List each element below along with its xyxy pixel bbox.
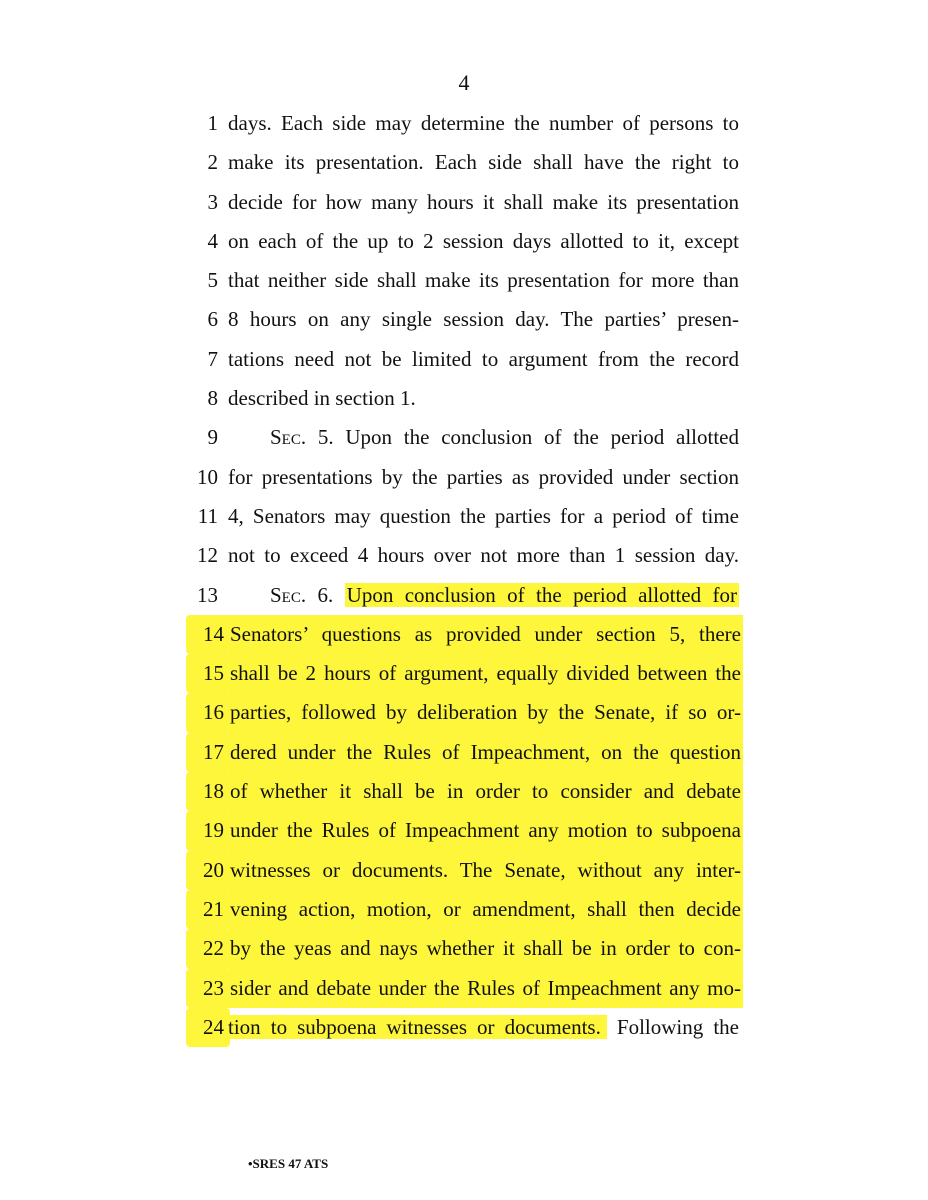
line-number: 22 [186,929,230,968]
line-number: 8 [207,386,218,411]
line-3 [0,183,928,222]
highlighted-text: parties, followed by deliberation by the Senate, if so or- [228,693,743,732]
highlighted-text: dered under the Rules of Impeachment, on the question [228,733,743,772]
line-number: 21 [186,890,230,929]
line-14 [0,615,928,654]
line-number: 24 [186,1008,230,1047]
line-number: 23 [186,969,230,1008]
line-text: make its presentation. Each side shall have the right to [228,150,739,175]
line-number: 11 [197,503,218,528]
section-label: Sec. 5. [270,425,334,450]
highlighted-text: Upon conclusion of the period allotted for [346,582,737,607]
highlighted-text: witnesses or documents. The Senate, without any inter- [228,851,743,890]
section-text: Upon the conclusion of the period allotted [345,425,739,450]
line-23 [0,969,928,1008]
line-18 [0,772,928,811]
line-2 [0,143,928,182]
line-13 [0,576,928,615]
line-19 [0,811,928,850]
line-4 [0,222,928,261]
line-10 [0,458,928,497]
highlighted-text: shall be 2 hours of argument, equally divided between the [228,654,743,693]
line-21 [0,890,928,929]
highlighted-text: vening action, motion, or amendment, shall then decide [228,890,743,929]
line-text [228,1008,739,1047]
section-label: Sec. 6. [270,582,334,607]
document-footer: •SRES 47 ATS [248,1156,329,1171]
line-text: on each of the up to 2 session days allotted to it, except [228,228,739,253]
line-8 [0,379,928,418]
line-text: days. Each side may determine the number of persons to [228,111,739,135]
line-text: described in section 1. [228,386,416,411]
line-number: 20 [186,851,230,890]
unhighlighted-text: Following the [616,1014,739,1039]
highlighted-text: tion to subpoena witnesses or documents. [228,1015,607,1039]
line-24 [0,1008,928,1047]
line-16 [0,693,928,732]
line-number: 2 [207,150,218,175]
line-6 [0,300,928,339]
line-number: 13 [197,582,218,607]
line-number: 1 [207,111,218,135]
line-text: 4, Senators may question the parties for a period of time [228,503,739,528]
line-5 [0,261,928,300]
line-number: 15 [186,654,230,693]
line-text: tations need not be limited to argument from the record [228,346,739,371]
highlighted-text: under the Rules of Impeachment any motion to subpoena [228,811,743,850]
line-number: 10 [197,464,218,489]
line-text [270,576,739,615]
line-number: 9 [207,425,218,450]
highlighted-text: of whether it shall be in order to consider and debate [228,772,743,811]
line-number: 6 [207,307,218,332]
line-7 [0,340,928,379]
highlighted-text: Senators’ questions as provided under section 5, there [228,615,743,654]
line-number: 7 [207,346,218,371]
highlighted-text: by the yeas and nays whether it shall be in order to con- [228,929,743,968]
line-number: 4 [207,228,218,253]
line-number: 14 [186,615,230,654]
line-1 [0,104,928,143]
line-number: 3 [207,189,218,214]
line-number: 5 [207,268,218,293]
line-number: 18 [186,772,230,811]
page-number: 4 [458,70,470,95]
document-body [0,104,928,1047]
line-text: that neither side shall make its presentation for more than [228,268,739,293]
line-11 [0,497,928,536]
line-text: for presentations by the parties as provided under section [228,464,739,489]
line-9 [0,418,928,457]
line-12 [0,536,928,575]
line-number: 16 [186,693,230,732]
line-22 [0,929,928,968]
line-text: not to exceed 4 hours over not more than 1 session day. [228,543,739,568]
line-number: 12 [197,543,218,568]
line-20 [0,851,928,890]
line-number: 17 [186,733,230,772]
highlighted-text: sider and debate under the Rules of Impeachment any mo- [228,969,743,1008]
line-text [270,418,739,457]
line-17 [0,733,928,772]
line-number: 19 [186,811,230,850]
line-15 [0,654,928,693]
line-text: decide for how many hours it shall make its presentation [228,189,739,214]
line-text: 8 hours on any single session day. The parties’ presen- [228,307,739,332]
